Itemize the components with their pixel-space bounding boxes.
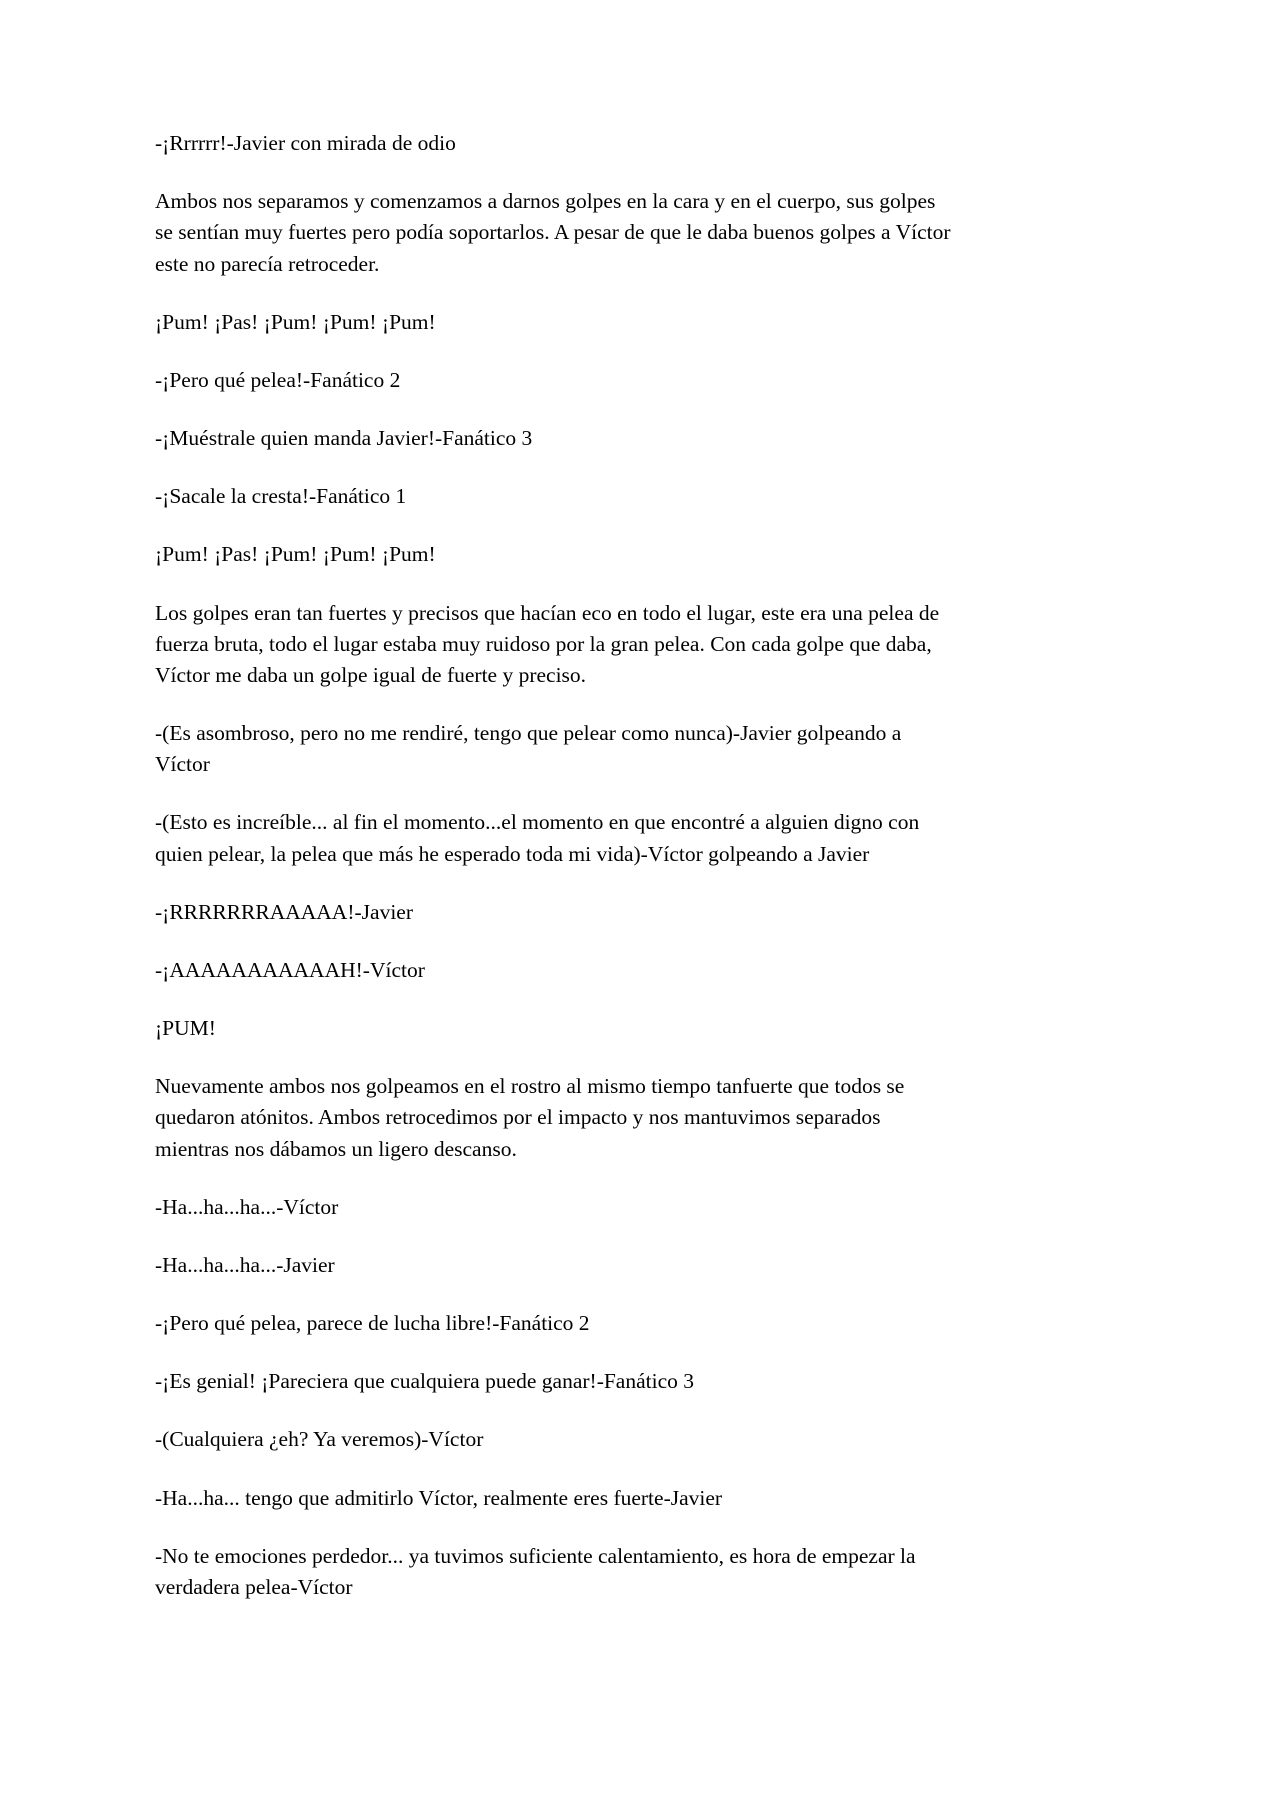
paragraph: -¡RRRRRRRAAAAA!-Javier — [155, 899, 413, 924]
paragraph: -¡Muéstrale quien manda Javier!-Fanático 3 — [155, 426, 533, 451]
paragraph: -No te emociones perdedor... ya tuvimos suficiente calentamiento, es hora de empezar la verdadera pelea-Víctor — [155, 1543, 921, 1599]
paragraph: -(Cualquiera ¿eh? Ya veremos)-Víctor — [155, 1427, 484, 1452]
paragraph: -¡Pero qué pelea, parece de lucha libre!-Fanático 2 — [155, 1311, 590, 1336]
paragraph: ¡Pum! ¡Pas! ¡Pum! ¡Pum! ¡Pum! — [155, 542, 436, 567]
paragraph: -Ha...ha... tengo que admitirlo Víctor, realmente eres fuerte-Javier — [155, 1485, 723, 1510]
paragraph: -(Es asombroso, pero no me rendiré, tengo que pelear como nunca)-Javier golpeando a Víctor — [155, 721, 907, 777]
paragraph: -¡Sacale la cresta!-Fanático 1 — [155, 484, 407, 509]
paragraph: -Ha...ha...ha...-Víctor — [155, 1194, 339, 1219]
paragraph: Nuevamente ambos nos golpeamos en el rostro al mismo tiempo tanfuerte que todos se quedaron atónitos. Ambos retrocedimos por el impacto y nos mantuvimos separados mientras nos dábamos un ligero descanso. — [155, 1074, 910, 1161]
paragraph: -¡Pero qué pelea!-Fanático 2 — [155, 367, 401, 392]
paragraph: -(Esto es increíble... al fin el momento...el momento en que encontré a alguien digno con quien pelear, la pelea que más he esperado toda mi vida)-Víctor golpeando a Javier — [155, 810, 925, 866]
paragraph: ¡PUM! — [155, 1016, 216, 1041]
paragraph: ¡Pum! ¡Pas! ¡Pum! ¡Pum! ¡Pum! — [155, 309, 436, 334]
paragraph: -¡Rrrrrr!-Javier con mirada de odio — [155, 131, 456, 155]
paragraph: -Ha...ha...ha...-Javier — [155, 1252, 335, 1277]
paragraph: Los golpes eran tan fuertes y precisos que hacían eco en todo el lugar, este era una pelea de fuerza bruta, todo el lugar estaba muy ruidoso por la gran pelea. Con cada golpe que daba, Víctor me daba un golpe igual de fuerte y preciso. — [155, 600, 945, 687]
document-body — [155, 128, 955, 1603]
paragraph: -¡AAAAAAAAAAAH!-Víctor — [155, 957, 425, 982]
paragraph: -¡Es genial! ¡Pareciera que cualquiera puede ganar!-Fanático 3 — [155, 1369, 695, 1394]
paragraph: Ambos nos separamos y comenzamos a darnos golpes en la cara y en el cuerpo, sus golpes se sentían muy fuertes pero podía soportarlos. A pesar de que le daba buenos golpes a Víctor este no parecía retroceder. — [155, 189, 956, 276]
